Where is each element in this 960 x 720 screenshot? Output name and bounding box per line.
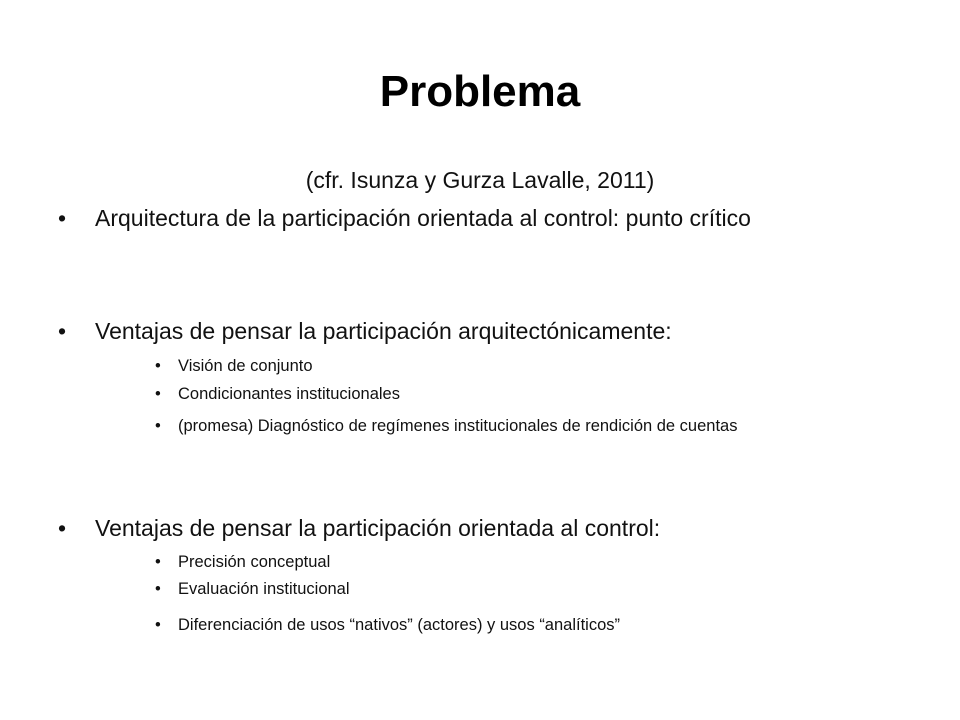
sub-bullet-text: Evaluación institucional — [178, 580, 350, 598]
bullet-icon: • — [58, 318, 67, 344]
sub-bullet-item — [155, 615, 918, 636]
bullet-text: Ventajas de pensar la participación orientada al control: — [95, 515, 661, 541]
sub-bullet-item — [155, 579, 918, 600]
bullet-text: Ventajas de pensar la participación arquitectónicamente: — [95, 318, 672, 344]
bullet-item — [58, 514, 925, 543]
sub-bullet-item — [155, 416, 918, 437]
bullet-icon: • — [58, 205, 67, 231]
sub-bullet-icon: • — [155, 553, 161, 571]
sub-bullet-icon: • — [155, 357, 161, 375]
bullet-icon: • — [58, 515, 67, 541]
bullet-item — [58, 317, 925, 346]
slide-title: Problema — [379, 67, 581, 116]
sub-bullet-text: Condicionantes institucionales — [178, 385, 400, 403]
sub-bullet-icon: • — [155, 385, 161, 403]
sub-bullet-text: (promesa) Diagnóstico de regímenes institucionales de rendición de cuentas — [178, 417, 738, 435]
bullet-text: Arquitectura de la participación orientada al control: punto crítico — [95, 205, 751, 231]
sub-bullet-item — [155, 384, 918, 405]
sub-bullet-text: Diferenciación de usos “nativos” (actores) y usos “analíticos” — [178, 616, 621, 634]
sub-bullet-item — [155, 552, 918, 573]
sub-bullet-icon: • — [155, 417, 161, 435]
sub-bullet-icon: • — [155, 616, 161, 634]
bullet-item — [58, 204, 925, 233]
sub-bullet-text: Precisión conceptual — [178, 553, 331, 571]
sub-bullet-item — [155, 356, 918, 377]
citation: (cfr. Isunza y Gurza Lavalle, 2011) — [305, 167, 655, 193]
sub-bullet-icon: • — [155, 580, 161, 598]
sub-bullet-text: Visión de conjunto — [178, 357, 313, 375]
